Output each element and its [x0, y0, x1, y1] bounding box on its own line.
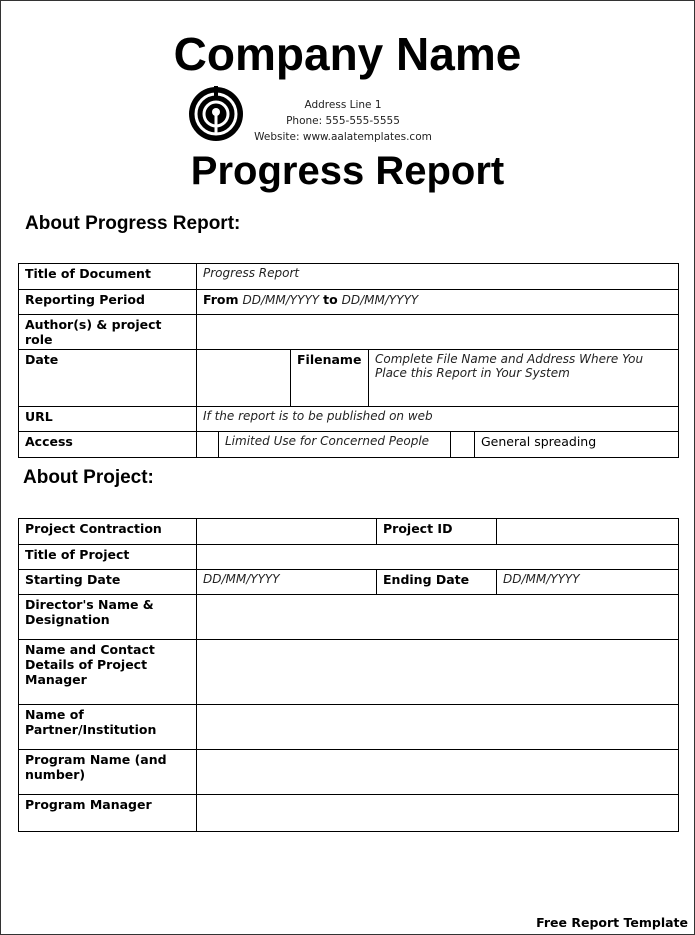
phone: Phone: 555-555-5555	[286, 115, 400, 127]
partner-field[interactable]	[197, 705, 679, 750]
label-title-of-project: Title of Project	[19, 545, 197, 570]
section-heading-report: About Progress Report:	[25, 213, 241, 234]
access-general-label: General spreading	[475, 432, 679, 458]
project-contraction-field[interactable]	[197, 519, 377, 545]
label-starting-date: Starting Date	[19, 570, 197, 595]
manager-contact-field[interactable]	[197, 640, 679, 705]
company-name: Company Name	[173, 28, 522, 80]
label-project-id: Project ID	[377, 519, 497, 545]
program-manager-field[interactable]	[197, 795, 679, 832]
address-line: Address Line 1	[304, 99, 382, 111]
label-program-manager: Program Manager	[19, 795, 197, 832]
label-partner: Name of Partner/Institution	[19, 705, 197, 750]
label-author: Author(s) & project role	[19, 315, 197, 350]
label-director: Director's Name & Designation	[19, 595, 197, 640]
period-start: DD/MM/YYYY	[242, 293, 320, 307]
label-reporting-period: Reporting Period	[19, 290, 197, 315]
label-manager-contact: Name and Contact Details of Project Manager	[19, 640, 197, 705]
label-date: Date	[19, 350, 197, 407]
to-label: to	[323, 292, 338, 307]
period-end: DD/MM/YYYY	[341, 293, 419, 307]
access-general-checkbox[interactable]	[451, 432, 475, 458]
starting-date-field[interactable]: DD/MM/YYYY	[197, 570, 377, 595]
reporting-period-field[interactable]	[197, 290, 679, 315]
title-of-document-field[interactable]: Progress Report	[197, 264, 679, 290]
access-limited-label: Limited Use for Concerned People	[219, 432, 451, 458]
footer-text: Free Report Template	[536, 915, 688, 930]
author-field[interactable]	[197, 315, 679, 350]
director-field[interactable]	[197, 595, 679, 640]
label-url: URL	[19, 407, 197, 432]
access-limited-checkbox[interactable]	[197, 432, 219, 458]
report-info-table	[18, 263, 679, 458]
title-of-project-field[interactable]	[197, 545, 679, 570]
from-label: From	[203, 292, 239, 307]
date-field[interactable]	[197, 350, 291, 407]
section-heading-project: About Project:	[23, 467, 154, 488]
project-id-field[interactable]	[497, 519, 679, 545]
filename-field[interactable]: Complete File Name and Address Where You Place this Report in Your System	[369, 350, 679, 407]
label-ending-date: Ending Date	[377, 570, 497, 595]
ending-date-field[interactable]: DD/MM/YYYY	[497, 570, 679, 595]
project-info-table	[18, 518, 679, 832]
label-access: Access	[19, 432, 197, 458]
program-name-field[interactable]	[197, 750, 679, 795]
report-title: Progress Report	[190, 149, 505, 193]
website: Website: www.aalatemplates.com	[254, 131, 432, 143]
label-filename: Filename	[291, 350, 369, 407]
url-field[interactable]: If the report is to be published on web	[197, 407, 679, 432]
company-logo-icon	[188, 86, 244, 142]
label-project-contraction: Project Contraction	[19, 519, 197, 545]
contact-info	[241, 97, 445, 145]
label-program-name: Program Name (and number)	[19, 750, 197, 795]
label-title-of-document: Title of Document	[19, 264, 197, 290]
